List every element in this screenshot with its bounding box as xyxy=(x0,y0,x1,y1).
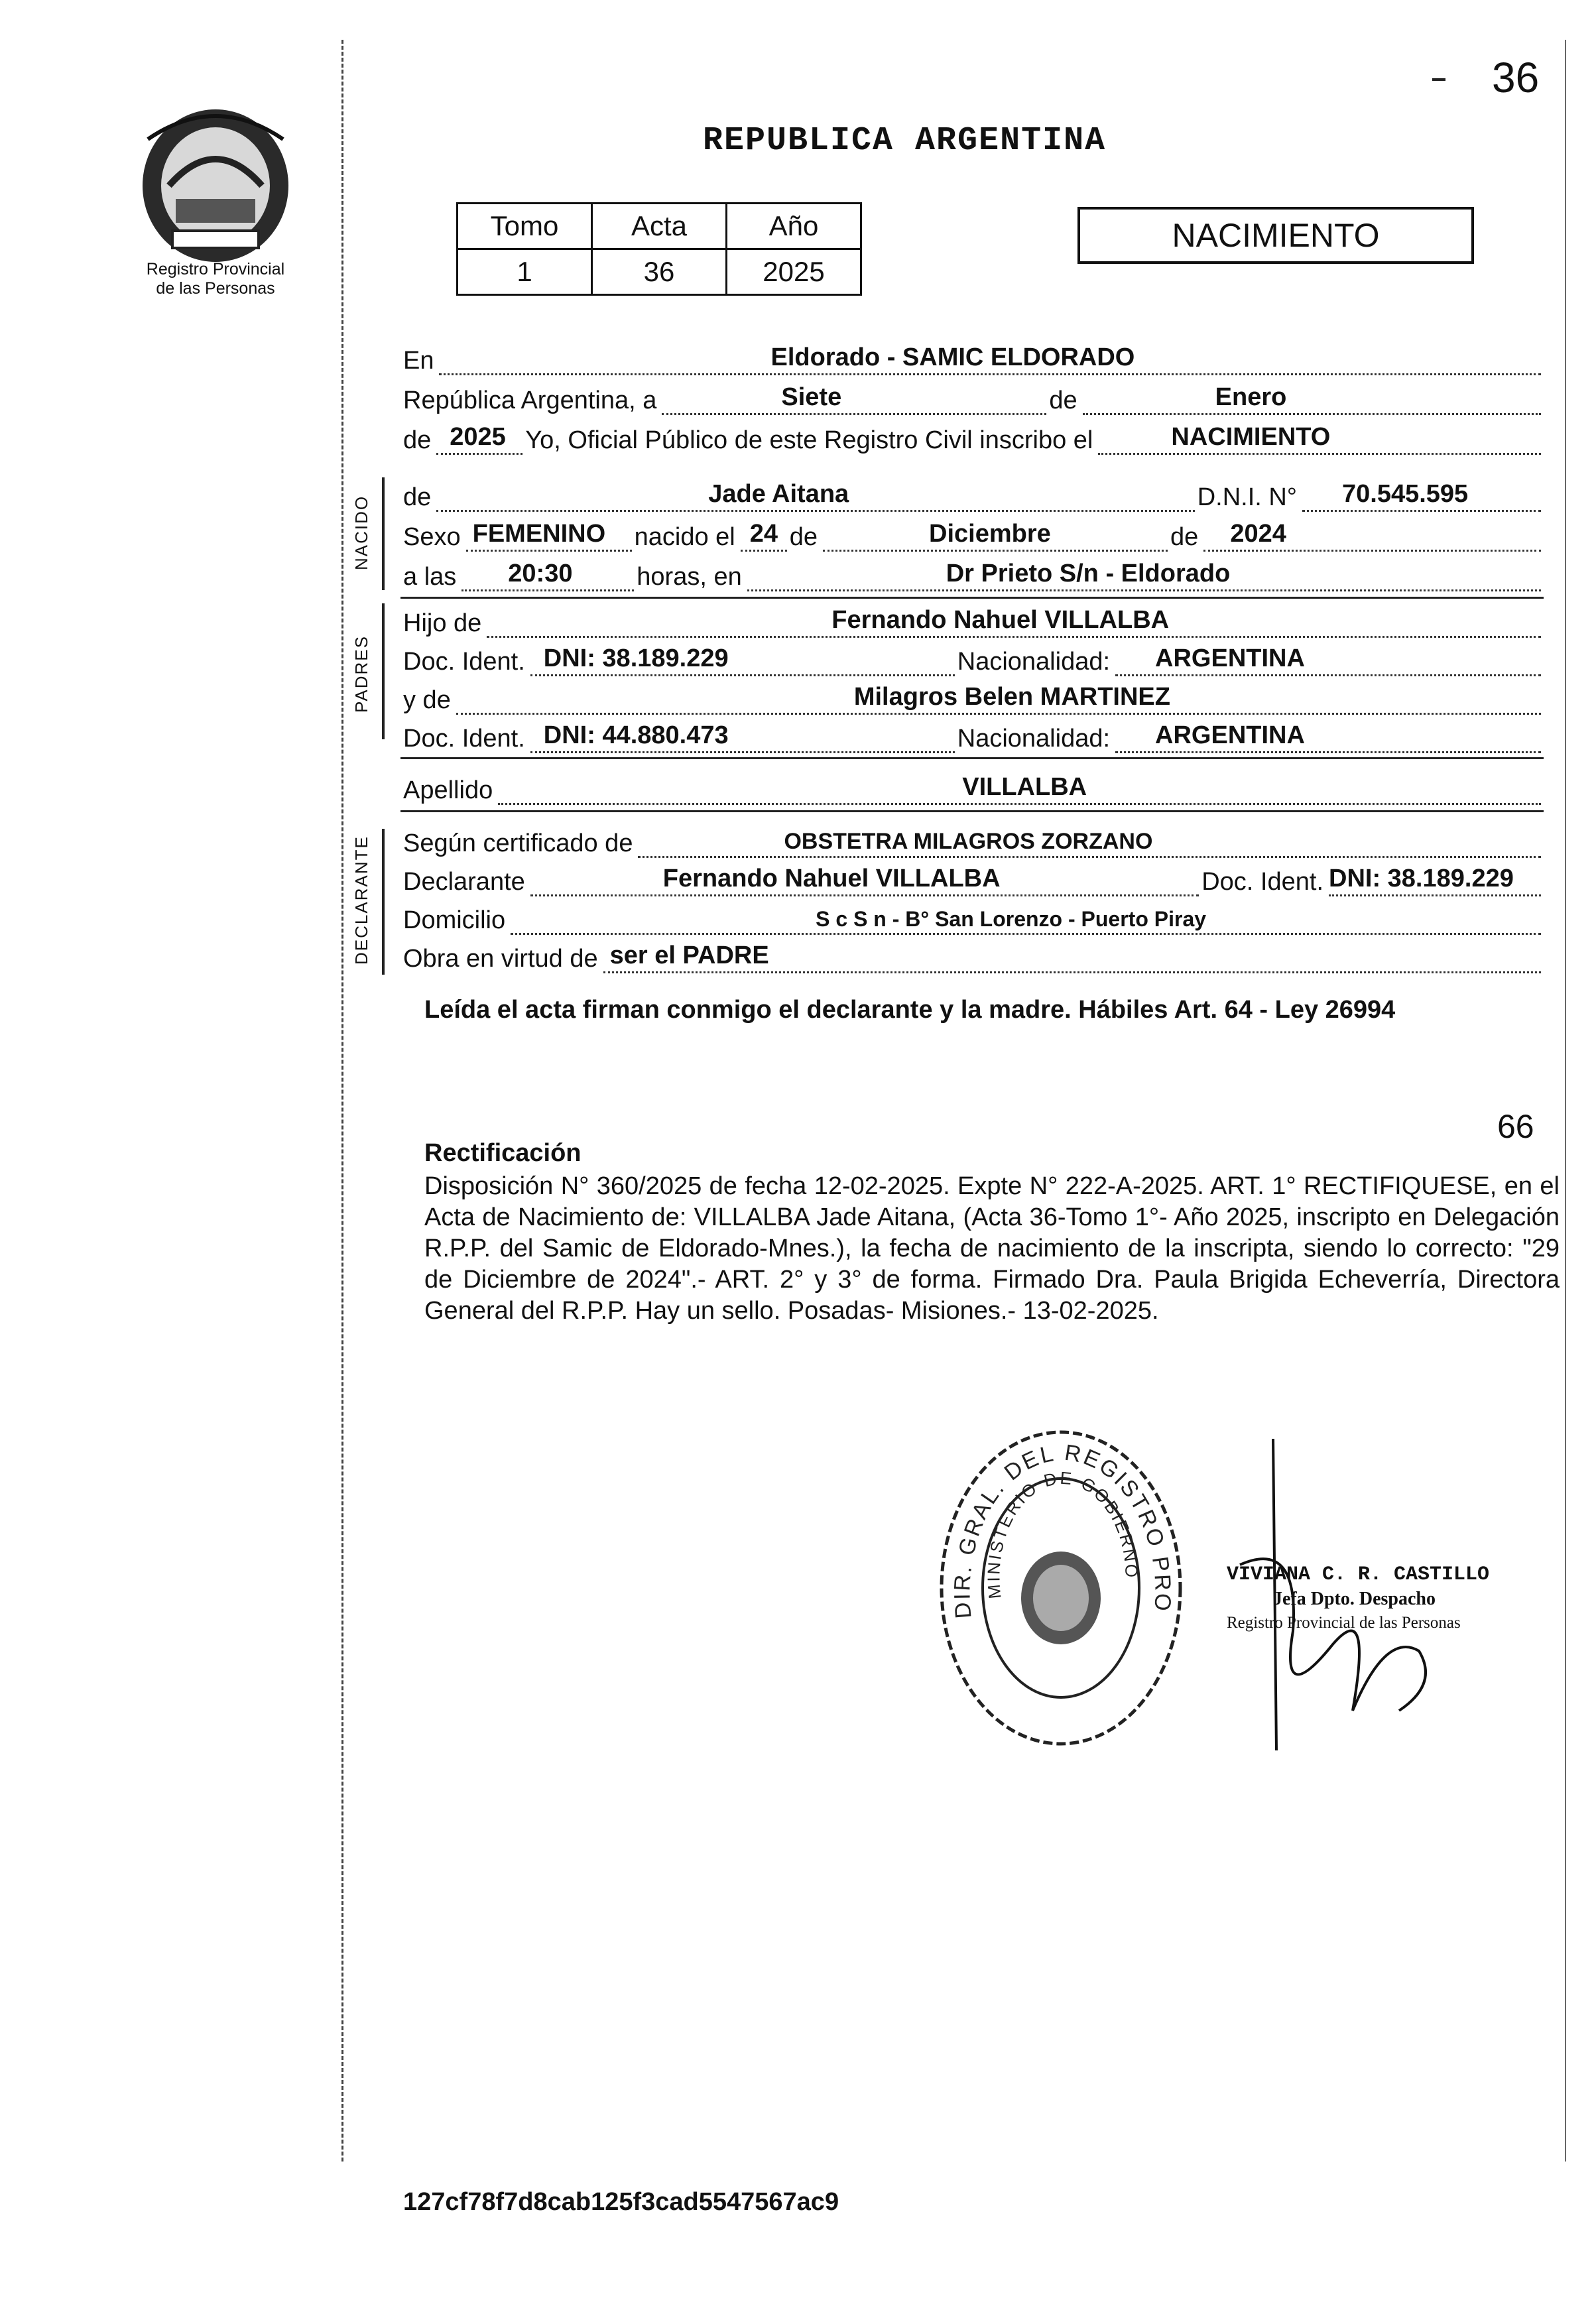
value-mes: Enero xyxy=(1215,383,1287,411)
field-padre xyxy=(487,605,1541,638)
logo-caption-line2: de las Personas xyxy=(156,279,275,298)
value-en: Eldorado - SAMIC ELDORADO xyxy=(770,343,1135,371)
value-tomo: 1 xyxy=(458,249,592,295)
value-padre-doc: DNI: 38.189.229 xyxy=(543,644,729,672)
value-obra: ser el PADRE xyxy=(609,942,769,969)
record-type-box: NACIMIENTO xyxy=(1077,207,1474,264)
label-nacido: nacido el xyxy=(634,523,735,551)
value-nombre: Jade Aitana xyxy=(708,480,849,508)
row-apellido xyxy=(403,768,1544,805)
row-domicilio xyxy=(403,898,1544,935)
row-fecha xyxy=(403,378,1544,415)
label-de-mes: de xyxy=(1049,387,1077,414)
rectificacion-body: Disposición N° 360/2025 de fecha 12-02-2025. Expte N° 222-A-2025. ART. 1° RECTIFIQUESE, en el Acta de Nacimiento de: VILLALBA Jade Aitana, (Acta 36-Tomo 1°- Año 2025, inscripto en Delegación R.P.P. del Samic de Eldorado-Mnes.), la fecha de nacimiento de la inscripta, siendo lo correcto: "29 de Diciembre de 2024".- ART. 2° y 3° de forma. Firmado Dra. Paula Brigida Echeverría, Directora General del R.P.P. Hay un sello. Posadas- Misiones.- 13-02-2025. xyxy=(424,1172,1560,1325)
label-de-anio: de xyxy=(403,426,432,454)
label-decl-doc: Doc. Ident. xyxy=(1201,868,1323,896)
row-declarante xyxy=(403,859,1544,896)
closing-note: Leída el acta firman conmigo el declarante y la madre. Hábiles Art. 64 - Ley 26994 xyxy=(424,996,1396,1024)
value-madre-nac: ARGENTINA xyxy=(1155,721,1305,749)
stamp-outer-text: DIR. GRAL. DEL REGISTRO PRO xyxy=(950,1439,1176,1620)
province-logo xyxy=(136,106,295,265)
value-anio-nac: 2024 xyxy=(1230,520,1286,548)
official-stamp xyxy=(925,1419,1197,1757)
field-dni xyxy=(1302,479,1541,512)
label-en: En xyxy=(403,347,434,375)
left-margin-rule xyxy=(341,40,343,2162)
label-de-mes-nac: de xyxy=(789,523,818,551)
field-nombre xyxy=(436,479,1194,512)
logo-caption-line1: Registro Provincial xyxy=(146,260,285,278)
row-padre-doc xyxy=(403,639,1544,676)
document-title: REPUBLICA ARGENTINA xyxy=(703,122,1107,160)
value-mes-nac: Diciembre xyxy=(929,520,1051,548)
row-padre xyxy=(403,601,1544,638)
padres-brace xyxy=(382,603,385,739)
value-padre-nac: ARGENTINA xyxy=(1155,644,1305,672)
value-anio: 2025 xyxy=(727,249,861,295)
rectificacion-title: Rectificación xyxy=(424,1139,582,1167)
field-madre xyxy=(456,682,1541,715)
padres-divider xyxy=(400,757,1544,759)
label-inscribo: Yo, Oficial Público de este Registro Civil inscribo el xyxy=(525,426,1093,454)
nacido-divider xyxy=(400,597,1544,599)
value-lugar: Dr Prieto S/n - Eldorado xyxy=(946,560,1231,587)
value-anio: 2025 xyxy=(450,423,506,451)
field-mes xyxy=(1083,383,1541,415)
signature-line3: Registro Provincial de las Personas xyxy=(1227,1614,1461,1632)
field-madre-doc xyxy=(530,721,955,753)
field-decl-doc xyxy=(1329,864,1541,896)
value-dni: 70.545.595 xyxy=(1342,480,1469,508)
field-apellido xyxy=(498,772,1541,805)
label-madre-doc: Doc. Ident. xyxy=(403,725,525,753)
field-obra xyxy=(603,941,1541,973)
row-obra xyxy=(403,936,1544,973)
label-hora: a las xyxy=(403,563,457,591)
field-padre-doc xyxy=(530,644,955,676)
label-dni: D.N.I. N° xyxy=(1197,483,1297,511)
header-tomo: Tomo xyxy=(458,204,592,249)
field-lugar xyxy=(747,559,1541,591)
label-republica: República Argentina, a xyxy=(403,387,657,414)
label-declarante: Declarante xyxy=(403,868,525,896)
row-madre xyxy=(403,678,1544,715)
apellido-divider xyxy=(400,810,1544,812)
field-hora xyxy=(461,559,634,591)
field-dia xyxy=(662,383,1046,415)
label-de-anio-nac: de xyxy=(1170,523,1199,551)
field-inscribo xyxy=(1098,422,1541,455)
rectificacion-number: 66 xyxy=(1497,1108,1534,1145)
page-number: 36 xyxy=(1492,54,1540,101)
label-certificado: Según certificado de xyxy=(403,829,633,857)
field-mes-nac xyxy=(823,519,1168,552)
logo-caption xyxy=(106,260,325,298)
label-obra: Obra en virtud de xyxy=(403,945,598,973)
label-apellido: Apellido xyxy=(403,776,493,804)
label-nombre: de xyxy=(403,483,432,511)
value-acta: 36 xyxy=(592,249,727,295)
field-dia-nac xyxy=(741,519,787,552)
field-en xyxy=(439,343,1541,375)
value-padre: Fernando Nahuel VILLALBA xyxy=(831,606,1170,634)
field-declarante xyxy=(530,864,1199,896)
signature-line1: VIVIANA C. R. CASTILLO xyxy=(1227,1563,1490,1586)
padres-side-label: PADRES xyxy=(351,635,371,713)
row-madre-doc xyxy=(403,716,1544,753)
row-nombre xyxy=(403,475,1544,512)
label-lugar: horas, en xyxy=(637,563,742,591)
signature-line2: Jefa Dpto. Despacho xyxy=(1273,1589,1436,1609)
row-hora xyxy=(403,554,1544,591)
row-certificado xyxy=(403,821,1544,858)
label-madre-nac: Nacionalidad: xyxy=(957,725,1111,753)
value-hora: 20:30 xyxy=(508,560,573,587)
label-sexo: Sexo xyxy=(403,523,461,551)
value-dia-nac: 24 xyxy=(749,520,778,548)
stamp-inner-text: MINISTERIO DE GOBIERNO xyxy=(983,1467,1142,1600)
value-certificado: OBSTETRA MILAGROS ZORZANO xyxy=(784,829,1153,854)
label-domicilio: Domicilio xyxy=(403,906,506,934)
field-anio-nac xyxy=(1203,519,1541,552)
value-inscribo: NACIMIENTO xyxy=(1171,423,1331,451)
label-padre-doc: Doc. Ident. xyxy=(403,648,525,676)
nacido-side-label: NACIDO xyxy=(351,495,371,570)
header-anio: Año xyxy=(727,204,861,249)
value-madre-doc: DNI: 44.880.473 xyxy=(543,721,729,749)
label-padre-nac: Nacionalidad: xyxy=(957,648,1111,676)
label-hijo: Hijo de xyxy=(403,609,482,637)
field-anio xyxy=(436,422,522,455)
row-inscribo xyxy=(403,418,1544,455)
right-margin-rule xyxy=(1565,40,1566,2162)
field-madre-nac xyxy=(1115,721,1541,753)
field-domicilio xyxy=(511,902,1541,935)
value-madre: Milagros Belen MARTINEZ xyxy=(853,683,1170,711)
declarante-side-label: DECLARANTE xyxy=(351,835,371,965)
field-sexo xyxy=(466,519,632,552)
document-hash: 127cf78f7d8cab125f3cad5547567ac9 xyxy=(403,2188,839,2216)
value-domicilio: S c S n - B° San Lorenzo - Puerto Piray xyxy=(816,907,1207,931)
dash-mark xyxy=(1432,78,1445,81)
row-sexo xyxy=(403,515,1544,552)
field-certificado xyxy=(638,825,1541,858)
value-decl-doc: DNI: 38.189.229 xyxy=(1329,865,1514,892)
declarante-brace xyxy=(382,829,385,975)
label-yde: y de xyxy=(403,686,451,714)
nacido-brace xyxy=(382,477,385,590)
value-sexo: FEMENINO xyxy=(472,520,606,548)
value-dia: Siete xyxy=(781,383,842,411)
header-acta: Acta xyxy=(592,204,727,249)
record-table xyxy=(456,202,862,296)
value-declarante: Fernando Nahuel VILLALBA xyxy=(662,865,1001,892)
field-padre-nac xyxy=(1115,644,1541,676)
value-apellido: VILLALBA xyxy=(962,773,1087,801)
row-en xyxy=(403,338,1544,375)
